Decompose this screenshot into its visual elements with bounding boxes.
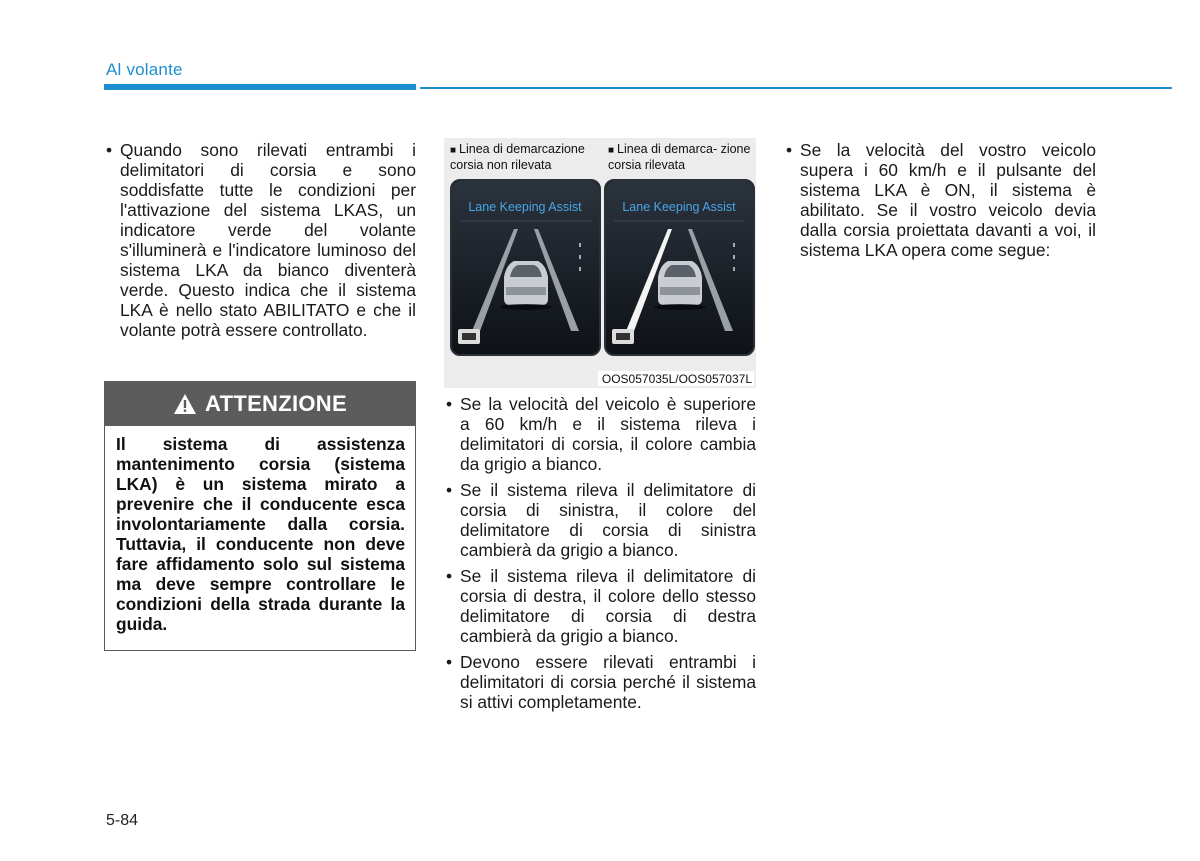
list-item: • Devono essere rilevati entrambi i delimitatori di corsia perché il sistema si attivi completamente. <box>444 652 756 712</box>
caption-left-text: Linea di demarcazione corsia non rilevata <box>450 142 585 172</box>
header-rule-thin <box>420 87 1172 89</box>
lka-status-icon <box>458 329 480 344</box>
header-rule-thick <box>104 84 416 90</box>
screen-title: Lane Keeping Assist <box>468 200 582 214</box>
car-icon <box>654 261 706 310</box>
square-bullet-icon: ■ <box>450 145 457 156</box>
column-3-list <box>784 140 1096 260</box>
page-number: 5-84 <box>106 812 139 829</box>
figure-reference-code: OOS057035L/OOS057037L <box>598 371 754 386</box>
list-item: • Se il sistema rileva il delimitatore di corsia di sinistra, il colore del delimitatore di corsia di sinistra cambierà da grigio a bianco. <box>444 480 756 560</box>
caption-right-text: Linea di demarca- zione corsia rilevata <box>608 142 751 172</box>
lka-figure <box>444 138 756 388</box>
lka-status-icon <box>612 329 634 344</box>
list-item: • Se la velocità del vostro veicolo supera i 60 km/h e il pulsante del sistema LKA è ON, il sistema è abilitato. Se il vostro veicolo devia dalla corsia proiettata davanti a voi, il sistema LKA opera come segue: <box>784 140 1096 260</box>
caption-lane-not-detected <box>450 142 600 172</box>
column-1-list <box>104 140 416 340</box>
car-icon <box>500 261 552 310</box>
warning-title: ATTENZIONE <box>205 391 347 416</box>
warning-header <box>105 382 415 426</box>
caption-lane-detected <box>608 142 758 172</box>
list-item: • Quando sono rilevati entrambi i delimitatori di corsia e sono soddisfatte tutte le condizioni per l'attivazione del sistema LKAS, un indicatore verde del volante s'illuminerà e l'indicatore luminoso del sistema LKA da bianco diventerà verde. Questo indica che il sistema LKA è nello stato ABILITATO e che il volante potrà essere controllato. <box>104 140 416 340</box>
section-title: Al volante <box>106 60 183 79</box>
list-item: • Se il sistema rileva il delimitatore di corsia di destra, il colore dello stesso delimitatore di corsia di destra cambierà da grigio a bianco. <box>444 566 756 646</box>
warning-body: Il sistema di assistenza mantenimento corsia (sistema LKA) è un sistema mirato a prevenire che il conducente esca involontariamente dalla corsia. Tuttavia, il conducente non deve fare affidamento solo sul sistema ma deve sempre controllare le condizioni della strada durante la guida. <box>116 434 405 634</box>
square-bullet-icon: ■ <box>608 145 615 156</box>
column-2-list <box>444 394 756 718</box>
cluster-screen-detected <box>604 179 755 356</box>
warning-box <box>104 381 416 651</box>
warning-triangle-icon <box>173 393 197 415</box>
cluster-screen-not-detected <box>450 179 601 356</box>
screen-title: Lane Keeping Assist <box>622 200 736 214</box>
list-item: • Se la velocità del veicolo è superiore a 60 km/h e il sistema rileva i delimitatori di corsia, il colore cambia da grigio a bianco. <box>444 394 756 474</box>
